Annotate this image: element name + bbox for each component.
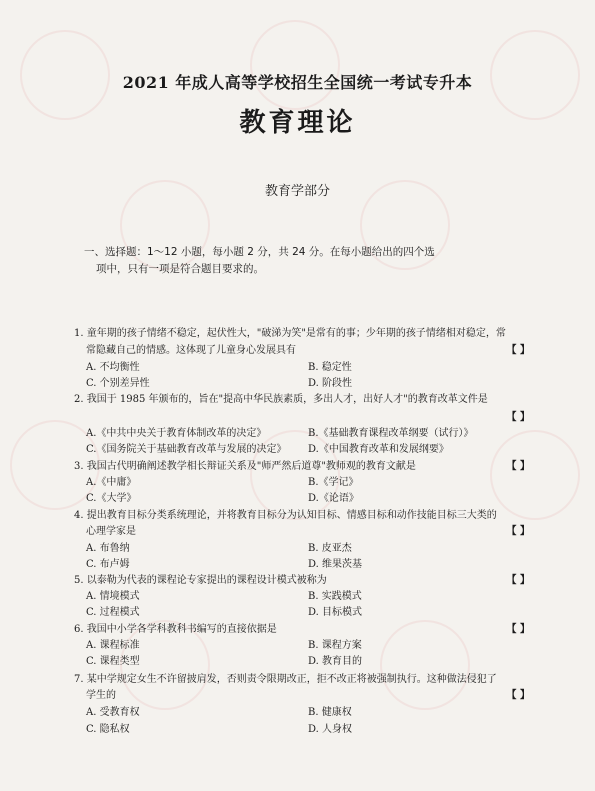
question-stem-continued: 学生的 bbox=[86, 690, 116, 701]
option-a[interactable]: A. 课程标准 bbox=[86, 640, 140, 651]
option-c[interactable]: C. 个别差异性 bbox=[86, 378, 150, 389]
option-b[interactable]: B. 皮亚杰 bbox=[308, 543, 352, 554]
question-5 bbox=[74, 571, 544, 619]
question-stem: 4. 提出教育目标分类系统理论，并将教育目标分为认知目标、情感目标和动作技能目标三大类的 bbox=[74, 510, 497, 521]
instructions-line-1: 一、选择题：1～12 小题，每小题 2 分，共 24 分。在每小题给出的四个选 bbox=[84, 246, 435, 258]
exam-title: 2021 年成人高等学校招生全国统一考试专升本 bbox=[122, 73, 473, 92]
question-1 bbox=[74, 324, 544, 388]
question-stem-continued: 常隐藏自己的情感。这体现了儿童身心发展具有 bbox=[86, 345, 296, 356]
section-title: 教育学部分 bbox=[264, 184, 330, 199]
option-b[interactable]: B. 课程方案 bbox=[308, 640, 362, 651]
option-d[interactable]: D. 阶段性 bbox=[308, 378, 353, 389]
option-a[interactable]: A. 受教育权 bbox=[86, 707, 140, 718]
question-stem: 3. 我国古代明确阐述教学相长辩证关系及"师严然后道尊"教师观的教育文献是 bbox=[74, 461, 416, 472]
option-c[interactable]: C. 隐私权 bbox=[86, 724, 130, 735]
question-stem: 5. 以泰勒为代表的课程论专家提出的课程设计模式被称为 bbox=[74, 575, 327, 586]
option-d[interactable]: D. 人身权 bbox=[308, 724, 353, 735]
option-a[interactable]: A. 情境模式 bbox=[86, 591, 140, 602]
option-b[interactable]: B.《学记》 bbox=[308, 477, 359, 488]
option-d[interactable]: D. 目标模式 bbox=[308, 607, 363, 618]
option-c[interactable]: C. 过程模式 bbox=[86, 607, 140, 618]
question-3 bbox=[74, 457, 544, 505]
option-b[interactable]: B. 稳定性 bbox=[308, 362, 352, 373]
question-stem: 1. 童年期的孩子情绪不稳定，起伏性大，"破涕为笑"是常有的事；少年期的孩子情绪相对稳定，常 bbox=[74, 328, 506, 339]
question-stem-continued: 心理学家是 bbox=[86, 526, 136, 537]
subject-title: 教育理论 bbox=[239, 108, 356, 138]
instructions-line-2: 项中，只有一项是符合题目要求的。 bbox=[96, 263, 264, 275]
answer-bracket[interactable]: 【 】 bbox=[506, 575, 530, 586]
option-b[interactable]: B. 健康权 bbox=[308, 707, 352, 718]
answer-bracket[interactable]: 【 】 bbox=[506, 412, 530, 423]
answer-bracket[interactable]: 【 】 bbox=[506, 345, 530, 356]
option-b[interactable]: B. 实践模式 bbox=[308, 591, 362, 602]
answer-bracket[interactable]: 【 】 bbox=[506, 690, 530, 701]
question-stem: 7. 某中学规定女生不许留披肩发，否则责令限期改正，拒不改正将被强制执行。这种做法侵犯了 bbox=[74, 674, 497, 685]
question-2 bbox=[74, 390, 544, 456]
option-c[interactable]: C.《国务院关于基础教育改革与发展的决定》 bbox=[86, 444, 287, 455]
option-d[interactable]: D.《中国教育改革和发展纲要》 bbox=[308, 444, 449, 455]
option-d[interactable]: D. 教育目的 bbox=[308, 656, 363, 667]
option-c[interactable]: C.《大学》 bbox=[86, 493, 137, 504]
option-b[interactable]: B.《基础教育课程改革纲要（试行）》 bbox=[308, 428, 474, 439]
option-a[interactable]: A.《中庸》 bbox=[86, 477, 137, 488]
question-6 bbox=[74, 620, 544, 668]
option-a[interactable]: A. 不均衡性 bbox=[86, 362, 140, 373]
answer-bracket[interactable]: 【 】 bbox=[506, 526, 530, 537]
answer-bracket[interactable]: 【 】 bbox=[506, 624, 530, 635]
question-4 bbox=[74, 506, 544, 570]
question-stem: 2. 我国于 1985 年颁布的，旨在"提高中华民族素质，多出人才，出好人才"的教育改革文件是 bbox=[74, 394, 488, 405]
watermark-stamp bbox=[250, 20, 340, 110]
option-d[interactable]: D. 维果茨基 bbox=[308, 559, 363, 570]
option-d[interactable]: D.《论语》 bbox=[308, 493, 359, 504]
answer-bracket[interactable]: 【 】 bbox=[506, 461, 530, 472]
option-a[interactable]: A. 布鲁纳 bbox=[86, 543, 130, 554]
option-a[interactable]: A.《中共中央关于教育体制改革的决定》 bbox=[86, 428, 267, 439]
question-7 bbox=[74, 670, 544, 736]
option-c[interactable]: C. 布卢姆 bbox=[86, 559, 130, 570]
option-c[interactable]: C. 课程类型 bbox=[86, 656, 140, 667]
question-stem: 6. 我国中小学各学科教科书编写的直接依据是 bbox=[74, 624, 277, 635]
section-instructions bbox=[84, 244, 484, 278]
